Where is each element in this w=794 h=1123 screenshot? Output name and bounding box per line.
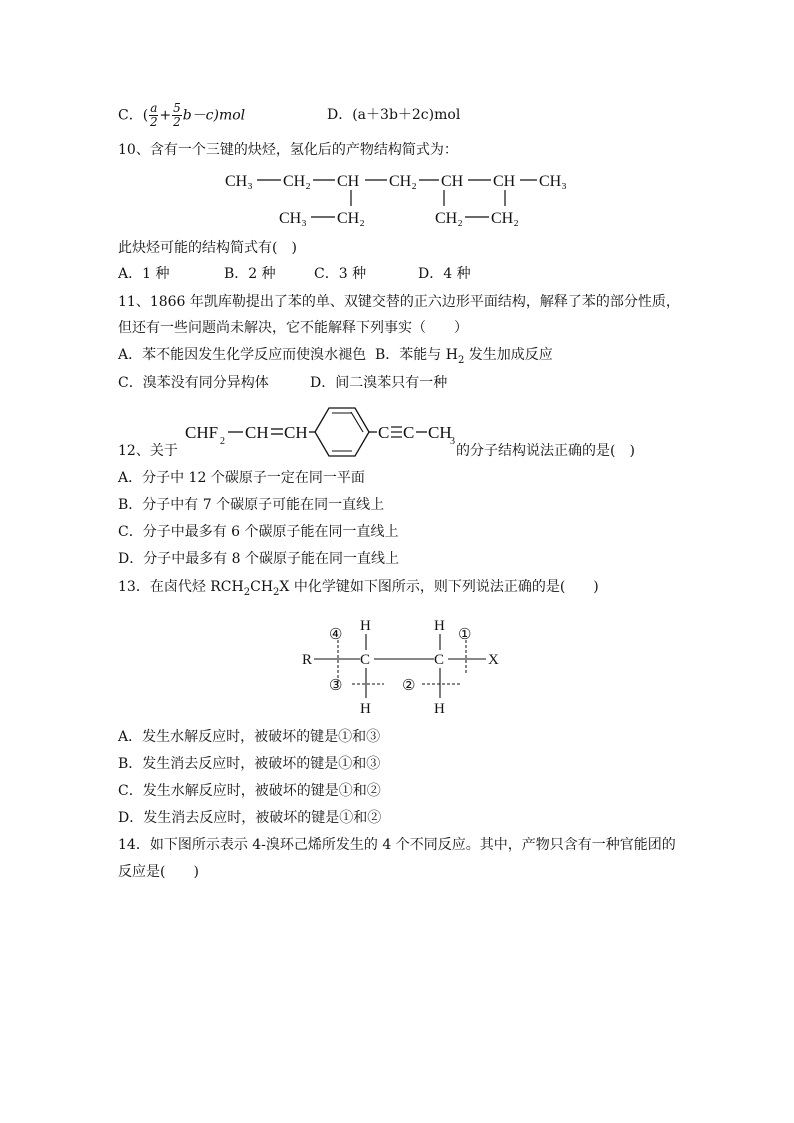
- chf2-sub: 2: [220, 436, 225, 447]
- h-top-2: H: [434, 618, 445, 634]
- q9-frac-a-over-2: [149, 102, 158, 129]
- q9-plus: +: [159, 107, 172, 124]
- q12-option-c: C．分子中最多有 6 个碳原子能在同一直线上: [118, 524, 399, 540]
- q10-question: 此炔烃可能的结构简式有( ): [118, 240, 297, 256]
- frac2-den: 2: [173, 115, 181, 129]
- ch-1: CH: [337, 173, 360, 190]
- q13-stem-pre: 13．在卤代烃 RCH: [118, 579, 244, 595]
- q13-sub-b: 2: [273, 586, 280, 598]
- benzene-ring: [315, 408, 369, 456]
- ch2-lower-1: CH₂: [337, 210, 365, 227]
- q10-option-b: B．2 种: [224, 266, 276, 282]
- carbon-1: C: [360, 652, 371, 668]
- ch-2: CH: [441, 173, 464, 190]
- q9-optc-tail: b－c)mol: [182, 107, 246, 124]
- q11-line2: 但还有一些问题尚未解决，它不能解释下列事实（ ）: [118, 320, 468, 336]
- label-2: ②: [402, 678, 416, 694]
- q10-option-c: C．3 种: [314, 266, 367, 282]
- label-4: ④: [329, 627, 343, 643]
- halogen-x: X: [488, 652, 499, 668]
- q13-stem-post: X 中化学键如下图所示，则下列说法正确的是( ): [279, 579, 599, 595]
- q9-option-d: D．(a＋3b＋2c)mol: [327, 107, 461, 123]
- q11-optb-pre: B．苯能与 H: [375, 347, 458, 363]
- q10-stem: 10、含有一个三键的炔烃，氢化后的产物结构简式为：: [118, 142, 458, 158]
- q13-stem: [118, 577, 599, 603]
- q11-optb-sub: 2: [457, 354, 465, 366]
- q10-option-d: D．4 种: [418, 266, 471, 282]
- q13-sub-a: 2: [243, 586, 251, 598]
- ch3-sub: 3: [450, 436, 455, 447]
- q11-option-c: C．溴苯没有同分异构体: [118, 375, 269, 391]
- ch-3: CH: [493, 173, 516, 190]
- q14-line2: 反应是( ): [118, 864, 199, 880]
- q9-optc-label: C．(: [118, 107, 149, 124]
- q13-option-a: A．发生水解反应时，被破坏的键是①和③: [118, 729, 381, 745]
- label-1: ①: [458, 627, 472, 643]
- chf2-label: CHF: [185, 423, 219, 442]
- q13-option-c: C．发生水解反应时，被破坏的键是①和②: [118, 783, 381, 799]
- q12-option-a: A．分子中 12 个碳原子一定在同一平面: [118, 470, 365, 486]
- q11-option-a: A．苯不能因发生化学反应而使溴水褪色: [118, 347, 367, 363]
- q11-optb-post: 发生加成反应: [464, 347, 553, 363]
- frac1-num: a: [150, 101, 158, 115]
- q10-option-a: A．1 种: [118, 266, 170, 282]
- q12-option-b: B．分子中有 7 个碳原子可能在同一直线上: [118, 497, 385, 513]
- q12-option-d: D．分子中最多有 8 个碳原子能在同一直线上: [118, 551, 400, 567]
- ch-alkene-1: CH: [245, 423, 269, 442]
- h-bottom-2: H: [434, 701, 445, 717]
- q14-line1: 14．如下图所示表示 4-溴环己烯所发生的 4 个不同反应。其中，产物只含有一种官能团的: [118, 837, 676, 853]
- frac2-num: 5: [173, 101, 181, 115]
- c-alkyne-1: C: [378, 423, 390, 442]
- q13-bond-diagram: [296, 612, 516, 720]
- q9-frac-5-over-2: [172, 102, 182, 129]
- q12-structure: [183, 400, 458, 466]
- q13-option-b: B．发生消去反应时，被破坏的键是①和③: [118, 756, 381, 772]
- q10-structure: [215, 166, 585, 234]
- frac1-den: 2: [149, 115, 158, 129]
- c-alkyne-2: C: [403, 423, 415, 442]
- ch2-lower-3: CH₂: [491, 210, 519, 227]
- q13-stem-mid: CH: [250, 579, 274, 595]
- q12-prefix: 12、关于: [118, 443, 178, 459]
- ch3-left: CH₃: [225, 173, 253, 190]
- r-group: R: [302, 652, 313, 668]
- q11-line1: 11、1866 年凯库勒提出了苯的单、双键交替的正六边形平面结构，解释了苯的部分性质，: [118, 294, 680, 310]
- q11-option-b: [375, 345, 553, 371]
- ch3-right: CH₃: [539, 173, 567, 190]
- ch2-1: CH₂: [283, 173, 311, 190]
- h-top-1: H: [360, 618, 371, 634]
- q13-option-d: D．发生消去反应时，被破坏的键是①和②: [118, 810, 382, 826]
- ch2-lower-2: CH₂: [435, 210, 463, 227]
- ch3-lower: CH₃: [279, 210, 307, 227]
- q12-suffix: 的分子结构说法正确的是( ): [456, 443, 635, 459]
- ch3-terminal: CH: [428, 423, 452, 442]
- label-3: ③: [329, 678, 343, 694]
- h-bottom-1: H: [360, 701, 371, 717]
- q9-option-c: [118, 102, 245, 129]
- ch2-2: CH₂: [389, 173, 417, 190]
- ch-alkene-2: CH: [284, 423, 308, 442]
- carbon-2: C: [434, 652, 445, 668]
- q11-option-d: D．间二溴苯只有一种: [310, 375, 448, 391]
